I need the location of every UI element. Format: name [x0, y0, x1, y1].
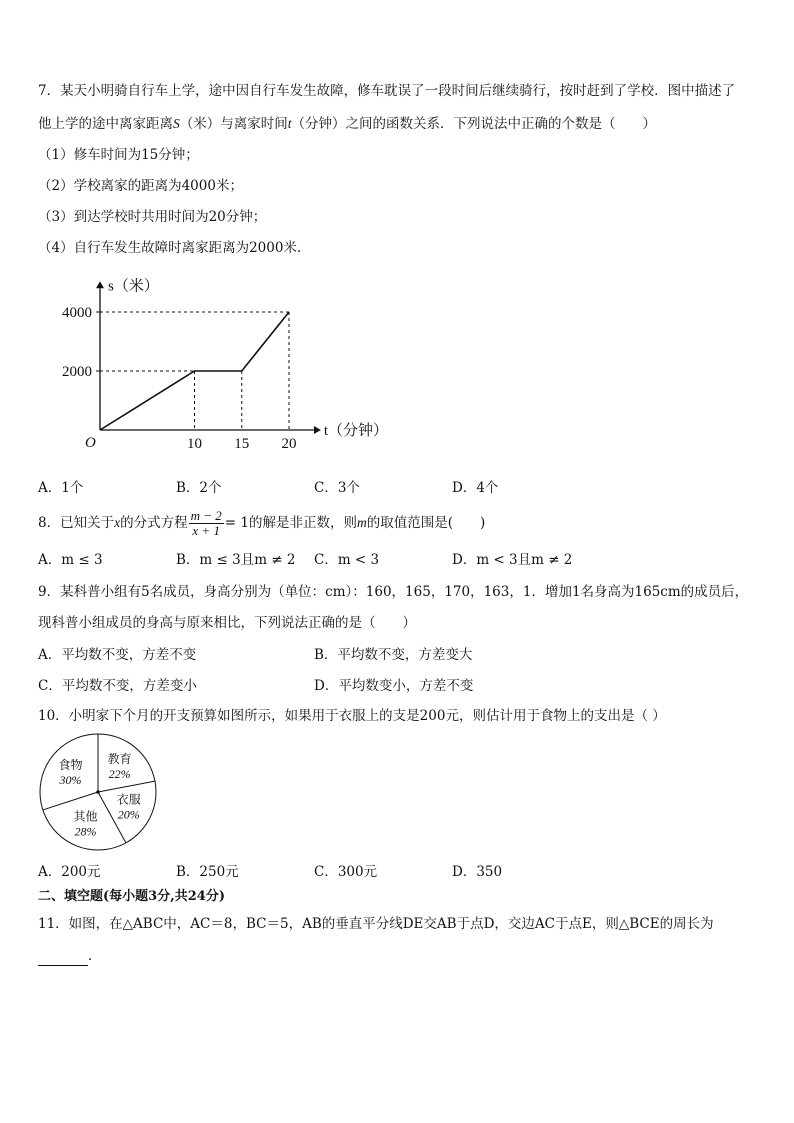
q8-option-c[interactable]: C．m < 3	[314, 552, 380, 568]
q7-stem-text-c: （分钟）之间的函数关系．下列说法中正确的个数是（ ）	[291, 116, 657, 132]
origin-label: O	[85, 435, 96, 451]
q10-stem: 10．小明家下个月的开支预算如图所示，如果用于衣服上的支是200元，则估计用于食物上的支出是（ ）	[38, 708, 666, 724]
q7-option-b[interactable]: B．2个	[176, 480, 222, 496]
q8-option-a[interactable]: A．m ≤ 3	[38, 552, 103, 568]
var-t: t	[287, 116, 292, 131]
q8-fraction	[189, 509, 224, 538]
q7-option-a[interactable]: A．1个	[38, 480, 84, 496]
q10-option-b[interactable]: B．250元	[176, 864, 239, 880]
x-tick-label: 15	[234, 436, 250, 452]
pie-slice-label: 其他	[73, 809, 98, 824]
pie-slice-label: 教育	[107, 751, 132, 766]
q10-option-c[interactable]: C．300元	[314, 864, 378, 880]
q7-option-c[interactable]: C．3个	[314, 480, 360, 496]
q7-stem-text-a: 他上学的途中离家距离	[38, 116, 173, 132]
y-tick-label: 2000	[62, 364, 92, 380]
q8-option-d[interactable]: D．m < 3且m ≠ 2	[452, 552, 573, 568]
q8-prefix: 8．已知关于	[38, 515, 115, 531]
section-heading-fill-in: 二、填空题(每小题3分,共24分)	[38, 889, 225, 904]
var-s: S	[173, 116, 180, 131]
pie-slice-label: 衣服	[116, 792, 141, 807]
q8-fraction-denominator: x + 1	[192, 523, 220, 538]
q11-answer-line	[38, 946, 102, 966]
q7-stem-line2	[38, 114, 656, 134]
pie-slice-label: 食物	[58, 758, 83, 773]
y-axis-label: s（米）	[108, 278, 159, 295]
x-tick-label: 20	[281, 436, 297, 452]
var-x: x	[114, 515, 121, 530]
q7-item-3: （3）到达学校时共用时间为20分钟；	[38, 209, 267, 225]
pie-slice-value: 20%	[117, 807, 140, 822]
q7-item-4: （4）自行车发生故障时离家距离为2000米．	[38, 240, 311, 256]
q8-mid2: = 1的解是非正数，则	[224, 515, 357, 531]
var-m: m	[356, 515, 367, 530]
q7-item-1: （1）修车时间为15分钟；	[38, 147, 199, 163]
q9-stem-line2: 现科普小组成员的身高与原来相比，下列说法正确的是（ ）	[38, 615, 416, 631]
q7-option-d[interactable]: D．4个	[452, 480, 499, 496]
x-axis-label: t（分钟）	[323, 423, 389, 439]
q7-stem-line1: 7．某天小明骑自行车上学，途中因自行车发生故障，修车耽误了一段时间后继续骑行，按时赶到了学校．图中描述了	[38, 83, 736, 99]
distance-time-chart	[40, 262, 389, 462]
q9-option-d[interactable]: D．平均数变小，方差不变	[314, 678, 474, 694]
q10-option-a[interactable]: A．200元	[38, 864, 101, 880]
q8-suffix: 的取值范围是( )	[366, 515, 486, 531]
q8-stem	[38, 506, 485, 540]
pie-slice-value: 22%	[108, 766, 131, 781]
q11-stem: 11．如图，在△ABC中，AC＝8，BC＝5，AB的垂直平分线DE交AB于点D，交边AC于点E，则△BCE的周长为	[38, 916, 714, 932]
q9-option-c[interactable]: C．平均数不变，方差变小	[38, 678, 197, 694]
x-tick-label: 10	[187, 436, 202, 452]
series-line	[100, 312, 289, 430]
pie-center-dot	[96, 790, 100, 794]
q8-mid1: 的分式方程	[120, 515, 188, 531]
q9-option-b[interactable]: B．平均数不变，方差变大	[314, 647, 473, 663]
q11-period: ．	[88, 948, 102, 964]
y-tick-label: 4000	[62, 305, 92, 321]
pie-slice-value: 28%	[74, 824, 97, 839]
q8-fraction-numerator: m − 2	[190, 508, 222, 523]
q11-answer-blank[interactable]	[38, 951, 88, 966]
x-axis-arrow	[314, 426, 321, 434]
budget-pie-chart	[36, 730, 160, 854]
y-axis-arrow	[96, 281, 104, 288]
q7-item-2: （2）学校离家的距离为4000米；	[38, 178, 243, 194]
q10-option-d[interactable]: D．350	[452, 864, 503, 880]
q9-stem-line1: 9．某科普小组有5名成员，身高分别为（单位：cm）：160，165，170，163，1．增加1名身高为165cm的成员后，	[38, 584, 749, 600]
q8-option-b[interactable]: B．m ≤ 3且m ≠ 2	[176, 552, 296, 568]
pie-slice-value: 30%	[59, 773, 82, 788]
q9-option-a[interactable]: A．平均数不变，方差不变	[38, 647, 197, 663]
q7-stem-text-b: （米）与离家时间	[179, 116, 288, 132]
